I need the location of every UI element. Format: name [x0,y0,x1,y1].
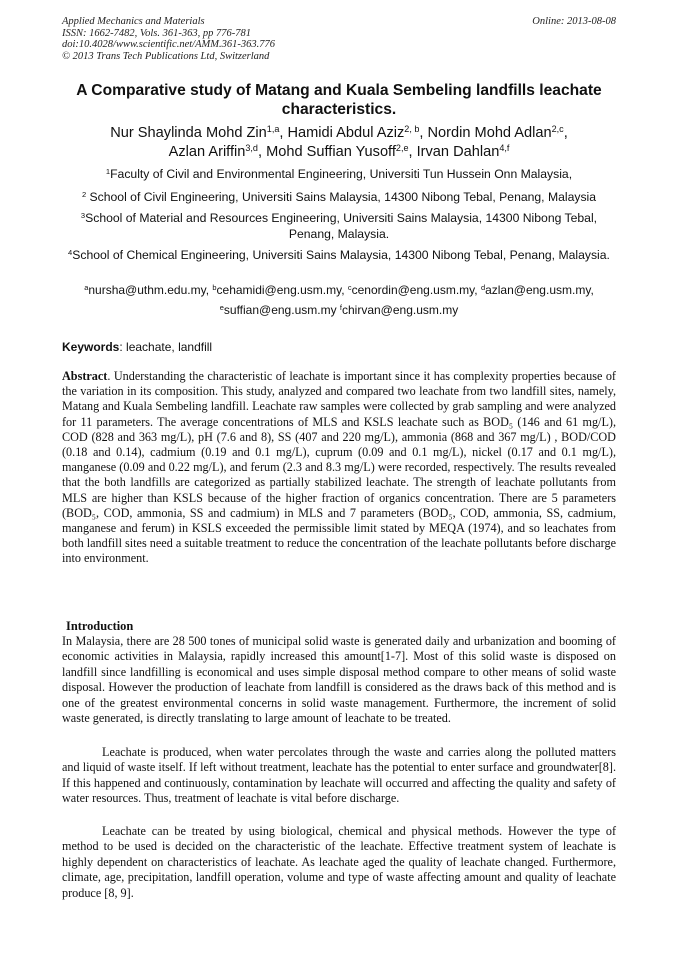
author [169,144,266,160]
email-line: $^a$nursha@uthm.edu.my, $^b$cehamidi@eng.usm.my, $^c$cenordin@eng.usm.my, $^d$azlan@eng.usm.my, [84,282,594,297]
email-mark: f [339,302,342,312]
body-paragraph: Leachate can be treated by using biological, chemical and physical methods. However the type of method to be used is decided on the characteristic of the leachate. Effective treatment system of leachate is highly dependent on characteristics of leachate. As leachate aged the quality of leachate changed. Furthermore, climate, age, precipitation, landfill operation, volume and type of waste affecting amount and quality of leachate produce [8, 9]. [62,824,616,900]
body-paragraph: Leachate is produced, when water percolates through the waste and carries along the polluted matters and liquid of waste itself. If left without treatment, leachate has the potential to enter surface and groundwater[8]. If this happened and continuously, contamination by leachate will occurred and affecting the quality and safety of water resources. Thus, treatment of leachate is vital before discharge. [62,745,616,806]
affiliation-1 [62,167,616,183]
author-name: Nur Shaylinda Mohd Zin [110,125,267,141]
author-separator: , [408,144,417,160]
author [110,125,287,141]
author [287,125,427,141]
author-name: Nordin Mohd Adlan [427,125,552,141]
journal-name: Applied Mechanics and Materials [62,16,205,27]
email-mark: a [84,282,89,292]
copyright-line: © 2013 Trans Tech Publications Ltd, Switzerland [62,50,270,62]
affiliation-text: School of Civil Engineering, Universiti Sains Malaysia, 14300 Nibong Tebal, Penang, Malaysia [86,190,597,204]
email-link[interactable]: chirvan@eng.usm.my [342,303,459,317]
author [266,144,417,160]
affiliation-4 [62,248,616,264]
affiliation-mark: 4 [68,247,73,257]
introduction-heading: Introduction [66,619,134,633]
author-name: Azlan Ariffin [168,144,246,160]
author-name: Mohd Suffian Yusoff [266,144,396,160]
abstract [62,369,616,567]
author-affiliation-mark: 2,e [395,143,409,154]
author-name: Irvan Dahlan [416,144,500,160]
email-link[interactable]: azlan@eng.usm.my [485,283,591,297]
author-separator: , [563,125,568,141]
author [428,125,568,141]
email-link[interactable]: cenordin@eng.usm.my [351,283,475,297]
keywords-text: : leachate, landfill [119,340,213,354]
email-line [62,303,616,318]
paper-title: A Comparative study of Matang and Kuala Sembeling landfills leachate characteristics. [76,82,602,118]
affiliation-text: School of Material and Resources Engineering, Universiti Sains Malaysia, 14300 Nibong Tebal, Penang, Malaysia. [85,211,598,241]
author-affiliation-mark: 2,c [551,124,564,135]
author-name: Hamidi Abdul Aziz [287,125,405,141]
issn-line: ISSN: 1662-7482, Vols. 361-363, pp 776-781 [62,27,251,39]
journal-header [62,16,442,62]
affiliation-mark: 1 [105,166,111,176]
affiliation-text: Faculty of Civil and Environmental Engineering, Universiti Tun Hussein Onn Malaysia, [110,167,573,181]
email-mark: e [219,302,224,312]
abstract-text: . Understanding the characteristic of leachate is important since it has complexity properties because of the variation in its composition. This study, analyzed and compared two leachate from two landfill sites, namely, Matang and Kuala Sembeling landfill. Leachate raw samples were collected by grab sampling and were analyzed for 11 parameters. The average concentrations of MLS and KSLS leachate such as BOD₅ (146 and 61 mg/L), COD (828 and 363 mg/L), pH (7.6 and 8), SS (407 and 220 mg/L), ammonia (868 and 367 mg/L) , BOD/COD (0.18 and 0.14), cadmium (0.19 and 0.1 mg/L), cuprum (0.09 and 0.1 mg/L), nickel (0.17 and 0.1 mg/L), manganese (0.09 and 0.22 mg/L), and ferum (2.3 and 8.3 mg/L) were recorded, respectively. The results revealed that the both landfills are categorized as partially stabilized leachate. The strength of leachate pollutants from MLS are higher than KSLS because of the higher fraction of organics concentration. There are 5 parameters (BOD₅, COD, ammonia, SS and cadmium) in MLS and 7 parameters (BOD₅, COD, ammonia, SS, cadmium, manganese and ferum) in KSLS exceeded the permissible limit stated by MEQA (1974), and so leachates from both landfill sites need a suitable treatment to reduce the concentration of the leachate pollutants before discharge into environment. [62,369,616,566]
keywords [62,340,616,355]
author [417,144,510,160]
doi-line[interactable]: doi:10.4028/www.scientific.net/AMM.361-363.776 [62,39,275,50]
affiliation-text: School of Chemical Engineering, Universiti Sains Malaysia, 14300 Nibong Tebal, Penang, Malaysia. [72,248,610,262]
author-list [60,124,618,162]
abstract-label: Abstract [62,369,108,383]
affiliation-3 [62,211,616,242]
author-affiliation-mark: 1,a [266,124,280,135]
body-paragraph: In Malaysia, there are 28 500 tones of municipal solid waste is generated daily and urbanization and booming of economic activities in Malaysia, rapidly increased this amount[1-7]. Most of this solid waste is disposed on landfill since landfilling is economical and uses simple disposal method compare to other means of solid waste disposal. However the production of leachate from landfill is considered as the draws back of this method and is one of the greatest environmental concerns in solid waste management. Furthermore, the increment of solid waste generated, is directly translating to large amount of leachate to be treated. [62,634,616,726]
affiliation-mark: 2 [81,189,87,199]
online-date: Online: 2013-08-08 [532,16,616,27]
email-link[interactable]: suffian@eng.usm.my [223,303,337,317]
affiliation-2 [62,190,616,206]
affiliation-mark: 3 [80,210,86,220]
email-mark: c [347,282,352,292]
keywords-label: Keywords [62,340,120,354]
email-link[interactable]: cehamidi@eng.usm.my [216,283,342,297]
email-link[interactable]: nursha@uthm.edu.my [88,283,206,297]
author-separator: , [257,144,267,160]
email-mark: d [480,282,486,292]
email-mark: b [212,282,217,292]
author-affiliation-mark: 3,d [245,143,258,154]
author-separator: , [279,125,288,141]
author-affiliation-mark: 4,f [499,143,510,154]
author-separator: , [419,125,428,141]
author-affiliation-mark: 2, b [404,124,420,135]
